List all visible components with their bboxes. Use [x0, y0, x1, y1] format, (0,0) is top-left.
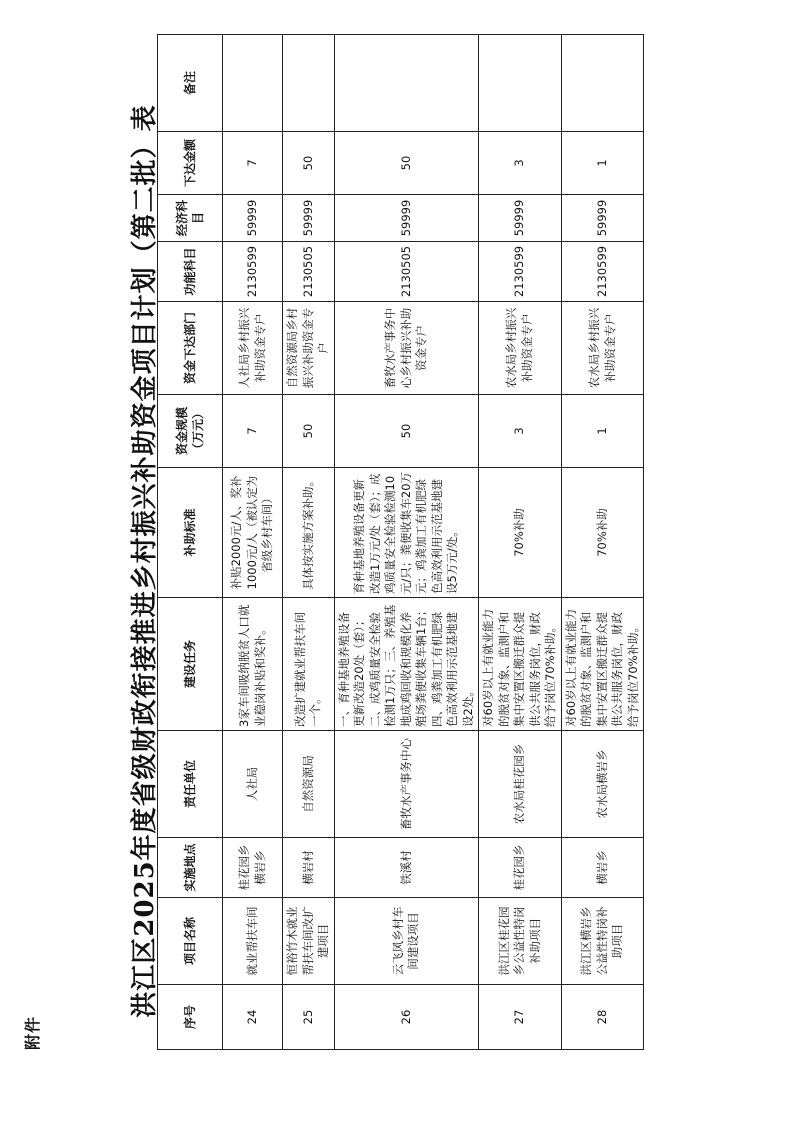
col-standard-header: 补助标准	[158, 468, 223, 598]
header-row	[158, 35, 223, 1050]
cell-econ: 59999	[479, 195, 562, 242]
cell-scale: 7	[223, 395, 283, 468]
cell-name: 洪江区横岩乡公益性特岗补助项目	[561, 898, 644, 985]
table-row	[334, 35, 479, 1050]
cell-unit: 自然资源局	[283, 731, 335, 838]
cell-no: 28	[561, 985, 644, 1050]
cell-standard: 具体按实施方案补助。	[283, 468, 335, 598]
cell-econ: 59999	[283, 195, 335, 242]
cell-unit: 农水局横岩乡	[561, 731, 644, 838]
cell-func: 2130505	[283, 242, 335, 302]
cell-location: 横岩村	[283, 838, 335, 898]
cell-dept: 农水局乡村振兴补助资金专户	[479, 302, 562, 395]
cell-task: 改造扩建就业帮扶车间一个。	[283, 598, 335, 731]
cell-scale: 50	[283, 395, 335, 468]
cell-amount: 3	[479, 132, 562, 195]
cell-location: 横岩乡	[561, 838, 644, 898]
cell-task: 对60岁以上有就业能力的脱贫对象、监测户和集中安置区搬迁群众提供公共服务岗位，财政给予岗位70%补助。	[479, 598, 562, 731]
cell-dept: 农水局乡村振兴补助资金专户	[561, 302, 644, 395]
cell-func: 2130599	[561, 242, 644, 302]
cell-dept: 畜牧水产事务中心乡村振兴补助资金专户	[334, 302, 479, 395]
table-row	[561, 35, 644, 1050]
cell-note	[479, 35, 562, 132]
cell-name: 洪江区桂花园乡公益性特岗补助项目	[479, 898, 562, 985]
cell-task: 一、育种基地养殖设备更新改造20处（套）；二、成鸡质量安全检验检测1万只；三、养殖基地成鸡回收和规模化养殖场粪便收集车辆1台；四、鸡粪加工有机肥绿色高效利用示范基地建设2处。	[334, 598, 479, 731]
cell-location: 桂花园乡横岩乡	[223, 838, 283, 898]
cell-no: 24	[223, 985, 283, 1050]
cell-note	[223, 35, 283, 132]
cell-note	[334, 35, 479, 132]
col-amount-header: 下达金额	[158, 132, 223, 195]
cell-amount: 7	[223, 132, 283, 195]
col-note-header: 备注	[158, 35, 223, 132]
cell-name: 云飞风乡村车间建设项目	[334, 898, 479, 985]
cell-location: 桂花园乡	[479, 838, 562, 898]
col-location-header: 实施地点	[158, 838, 223, 898]
cell-dept: 自然资源局乡村振兴补助资金专户	[283, 302, 335, 395]
cell-scale: 50	[334, 395, 479, 468]
cell-no: 26	[334, 985, 479, 1050]
col-task-header: 建设任务	[158, 598, 223, 731]
cell-func: 2130599	[479, 242, 562, 302]
cell-scale: 3	[479, 395, 562, 468]
cell-task: 对60岁以上有就业能力的脱贫对象、监测户和集中安置区搬迁群众提供公共服务岗位，财政给予岗位70%补助。	[561, 598, 644, 731]
cell-unit: 畜牧水产事务中心	[334, 731, 479, 838]
cell-task: 3家车间吸纳脱贫人口就业稳岗补贴和奖补。	[223, 598, 283, 731]
cell-dept: 人社局乡村振兴补助资金专户	[223, 302, 283, 395]
cell-econ: 59999	[334, 195, 479, 242]
cell-no: 27	[479, 985, 562, 1050]
cell-amount: 50	[283, 132, 335, 195]
col-scale-header: 资金规模（万元）	[158, 395, 223, 468]
col-unit-header: 责任单位	[158, 731, 223, 838]
cell-standard: 70%补助	[561, 468, 644, 598]
col-no-header: 序号	[158, 985, 223, 1050]
page-title: 洪江区2025年度省级财政衔接推进乡村振兴补助资金项目计划（第二批）表	[130, 104, 160, 1018]
col-func-header: 功能科目	[158, 242, 223, 302]
table-row	[479, 35, 562, 1050]
cell-location: 铁溪村	[334, 838, 479, 898]
project-table	[157, 34, 644, 1050]
cell-standard: 育种基地养殖设备更新改造1万元/处（套）；成鸡质量安全检验检测10元/只；粪便收集车20万元；鸡粪加工有机肥绿色高效利用示范基地建设5万元/处。	[334, 468, 479, 598]
table-row	[223, 35, 283, 1050]
col-name-header: 项目名称	[158, 898, 223, 985]
cell-econ: 59999	[223, 195, 283, 242]
cell-standard: 补贴2000元/人、奖补1000元/人（被认定为省级乡村车间）	[223, 468, 283, 598]
attachment-label: 附件	[23, 1015, 42, 1050]
cell-name: 就业帮扶车间	[223, 898, 283, 985]
cell-unit: 农水局桂花园乡	[479, 731, 562, 838]
cell-econ: 59999	[561, 195, 644, 242]
cell-amount: 50	[334, 132, 479, 195]
cell-amount: 1	[561, 132, 644, 195]
cell-scale: 1	[561, 395, 644, 468]
cell-name: 恒裕竹木就业帮扶车间改扩建项目	[283, 898, 335, 985]
cell-unit: 人社局	[223, 731, 283, 838]
cell-func: 2130599	[223, 242, 283, 302]
col-dept-header: 资金下达部门	[158, 302, 223, 395]
cell-standard: 70%补助	[479, 468, 562, 598]
cell-no: 25	[283, 985, 335, 1050]
table-row	[283, 35, 335, 1050]
col-econ-header: 经济科目	[158, 195, 223, 242]
cell-note	[283, 35, 335, 132]
cell-note	[561, 35, 644, 132]
cell-func: 2130505	[334, 242, 479, 302]
